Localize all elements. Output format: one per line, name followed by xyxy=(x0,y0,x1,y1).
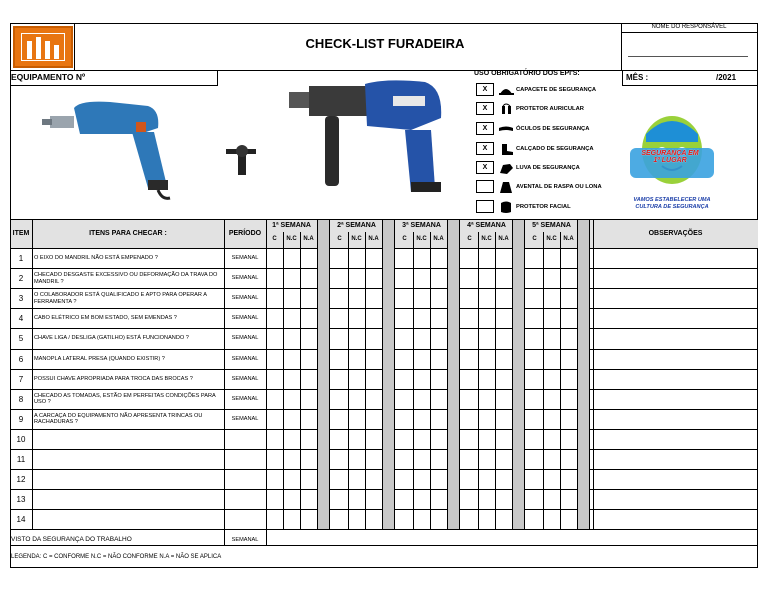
row-period: SEMANAL xyxy=(231,275,259,282)
epi-label: CAPACETE DE SEGURANÇA xyxy=(516,86,597,93)
mascot-text-line-2: 1º LUGAR xyxy=(653,157,687,164)
epi-label: ÓCULOS DE SEGURANÇA xyxy=(516,125,590,132)
row-number: 3 xyxy=(18,294,24,304)
row-period: SEMANAL xyxy=(231,355,259,362)
row-number: 11 xyxy=(16,455,26,464)
row-observation-field[interactable] xyxy=(594,430,757,448)
epi-label: PROTETOR AURICULAR xyxy=(516,105,584,112)
row-observation-field[interactable] xyxy=(594,269,757,287)
epi-item xyxy=(476,142,594,155)
subcol-header: N.A xyxy=(498,236,509,242)
epi-checkbox[interactable] xyxy=(476,200,494,213)
chuck-key-image xyxy=(222,143,267,178)
col-period-header: PERÍODO xyxy=(228,230,262,237)
row-number: 10 xyxy=(16,434,26,444)
company-logo xyxy=(13,26,73,68)
row-check-item: POSSUI CHAVE APROPRIADA PARA TROCA DAS BROCAS ? xyxy=(34,375,193,382)
row-number: 5 xyxy=(18,334,24,344)
building-logo-icon xyxy=(21,33,65,61)
safety-approval-label: VISTO DA SEGURANÇA DO TRABALHO xyxy=(11,536,132,543)
subcol-header: N.A xyxy=(433,236,444,242)
epi-item xyxy=(476,161,580,174)
epi-item xyxy=(476,83,596,96)
subcol-header: C xyxy=(272,236,277,242)
row-check-item: MANOPLA LATERAL PRESA (QUANDO EXISTIR) ? xyxy=(34,355,165,362)
row-observation-field[interactable] xyxy=(594,289,757,307)
row-check-item: CABO ELÉTRICO EM BOM ESTADO, SEM EMENDAS ? xyxy=(34,315,177,322)
row-period: SEMANAL xyxy=(231,315,259,322)
page-title: CHECK-LIST FURADEIRA xyxy=(305,36,465,51)
epi-checkbox[interactable]: X xyxy=(476,161,494,174)
row-number: 7 xyxy=(18,374,24,384)
row-number: 2 xyxy=(18,274,24,284)
row-check-item: CHAVE LIGA / DESLIGA (GATILHO) ESTÁ FUNCIONANDO ? xyxy=(34,335,189,342)
week-header: 1ª SEMANA xyxy=(272,222,311,229)
row-number: 13 xyxy=(16,495,26,505)
responsible-signature-line[interactable] xyxy=(628,56,748,57)
apron-icon xyxy=(498,181,514,193)
col-obs-header: OBSERVAÇÕES xyxy=(648,230,703,237)
mascot-slogan-line-2: CULTURA DE SEGURANÇA xyxy=(635,204,709,210)
boot-icon xyxy=(498,143,514,155)
week-header: 3ª SEMANA xyxy=(402,222,441,229)
epi-checkbox[interactable] xyxy=(476,180,494,193)
row-observation-field[interactable] xyxy=(594,350,757,368)
row-period: SEMANAL xyxy=(231,375,259,382)
row-observation-field[interactable] xyxy=(594,470,757,488)
subcol-header: N.C xyxy=(351,236,362,242)
mascot-slogan-line-1: VAMOS ESTABELECER UMA xyxy=(633,197,711,203)
row-number: 14 xyxy=(16,515,26,525)
row-observation-field[interactable] xyxy=(594,309,757,327)
ear-protector-icon xyxy=(498,103,514,115)
legend: LEGENDA: C = CONFORME N.C = NÃO CONFORME N.A = NÃO SE APLICA xyxy=(11,554,222,560)
row-number: 9 xyxy=(18,414,24,424)
week-header: 2ª SEMANA xyxy=(337,222,376,229)
row-period: SEMANAL xyxy=(231,335,259,342)
goggles-icon xyxy=(498,123,514,135)
row-check-item: O EIXO DO MANDRIL NÃO ESTÁ EMPENADO ? xyxy=(34,255,158,261)
month-label: MÊS : xyxy=(626,73,649,82)
row-number: 12 xyxy=(16,475,26,485)
subcol-header: N.C xyxy=(286,236,297,242)
row-check-item: O COLABORADOR ESTÁ QUALIFICADO E APTO PARA OPERAR A FERRAMENTA ? xyxy=(34,292,207,305)
mascot-text-line-1: SEGURANÇA EM xyxy=(641,150,699,157)
face-shield-icon xyxy=(498,201,514,213)
epi-label: AVENTAL DE RASPA OU LONA xyxy=(516,183,602,190)
row-observation-field[interactable] xyxy=(594,410,757,428)
subcol-header: C xyxy=(402,236,407,242)
subcol-header: C xyxy=(467,236,472,242)
row-check-item: CHECADO DESGASTE EXCESSIVO OU DEFORMAÇÃO DA TRAVA DO MANDRIL ? xyxy=(34,272,218,285)
row-check-item: CHECADO AS TOMADAS, ESTÃO EM PERFEITAS CONDIÇÕES PARA USO ? xyxy=(34,392,216,406)
row-number: 1 xyxy=(18,254,24,263)
subcol-header: C xyxy=(532,236,537,242)
week-header: 4ª SEMANA xyxy=(467,222,506,229)
row-period: SEMANAL xyxy=(231,255,259,261)
row-observation-field[interactable] xyxy=(594,490,757,508)
week-header: 5ª SEMANA xyxy=(532,222,571,229)
row-period: SEMANAL xyxy=(231,395,259,402)
epi-label: LUVA DE SEGURANÇA xyxy=(516,164,580,171)
col-items-header: ITENS PARA CHECAR : xyxy=(89,230,167,237)
epi-checkbox[interactable]: X xyxy=(476,142,494,155)
helmet-icon xyxy=(498,84,514,96)
epi-checkbox[interactable]: X xyxy=(476,102,494,115)
row-observation-field[interactable] xyxy=(594,249,757,267)
epi-item xyxy=(476,102,584,115)
epi-label: PROTETOR FACIAL xyxy=(516,203,571,210)
col-item-header: ITEM xyxy=(12,230,30,237)
safety-approval-period: SEMANAL xyxy=(231,537,259,543)
glove-icon xyxy=(498,162,514,174)
subcol-header: C xyxy=(337,236,342,242)
row-number: 6 xyxy=(18,354,24,364)
drill-image-small xyxy=(40,88,180,203)
epi-checkbox[interactable]: X xyxy=(476,122,494,135)
subcol-header: N.A xyxy=(563,236,574,242)
subcol-header: N.A xyxy=(368,236,379,242)
epi-title: USO OBRIGATÓRIO DOS EPI'S: xyxy=(474,70,580,77)
mascot-slogan xyxy=(622,197,722,211)
subcol-header: N.A xyxy=(303,236,314,242)
row-period: SEMANAL xyxy=(231,415,259,422)
row-number: 8 xyxy=(18,394,24,404)
epi-checkbox[interactable]: X xyxy=(476,83,494,96)
epi-item xyxy=(476,200,571,213)
equipment-label: EQUIPAMENTO Nº xyxy=(11,72,86,82)
epi-label: CALÇADO DE SEGURANÇA xyxy=(516,145,594,152)
row-observation-field[interactable] xyxy=(594,370,757,388)
mascot-text xyxy=(620,150,720,164)
row-number: 4 xyxy=(18,314,24,324)
epi-item xyxy=(476,122,589,135)
row-observation-field[interactable] xyxy=(594,450,757,468)
row-observation-field[interactable] xyxy=(594,329,757,347)
year-label: /2021 xyxy=(716,73,737,82)
row-check-item: A CARCAÇA DO EQUIPAMENTO NÃO APRESENTA TRINCAS OU RACHADURAS ? xyxy=(34,412,203,426)
subcol-header: N.C xyxy=(481,236,492,242)
drill-image-large xyxy=(285,78,450,203)
row-period: SEMANAL xyxy=(231,295,259,302)
epi-item xyxy=(476,180,602,193)
responsible-label: NOME DO RESPONSÁVEL xyxy=(651,24,727,30)
subcol-header: N.C xyxy=(416,236,427,242)
subcol-header: N.C xyxy=(546,236,557,242)
row-observation-field[interactable] xyxy=(594,510,757,528)
row-observation-field[interactable] xyxy=(594,390,757,408)
